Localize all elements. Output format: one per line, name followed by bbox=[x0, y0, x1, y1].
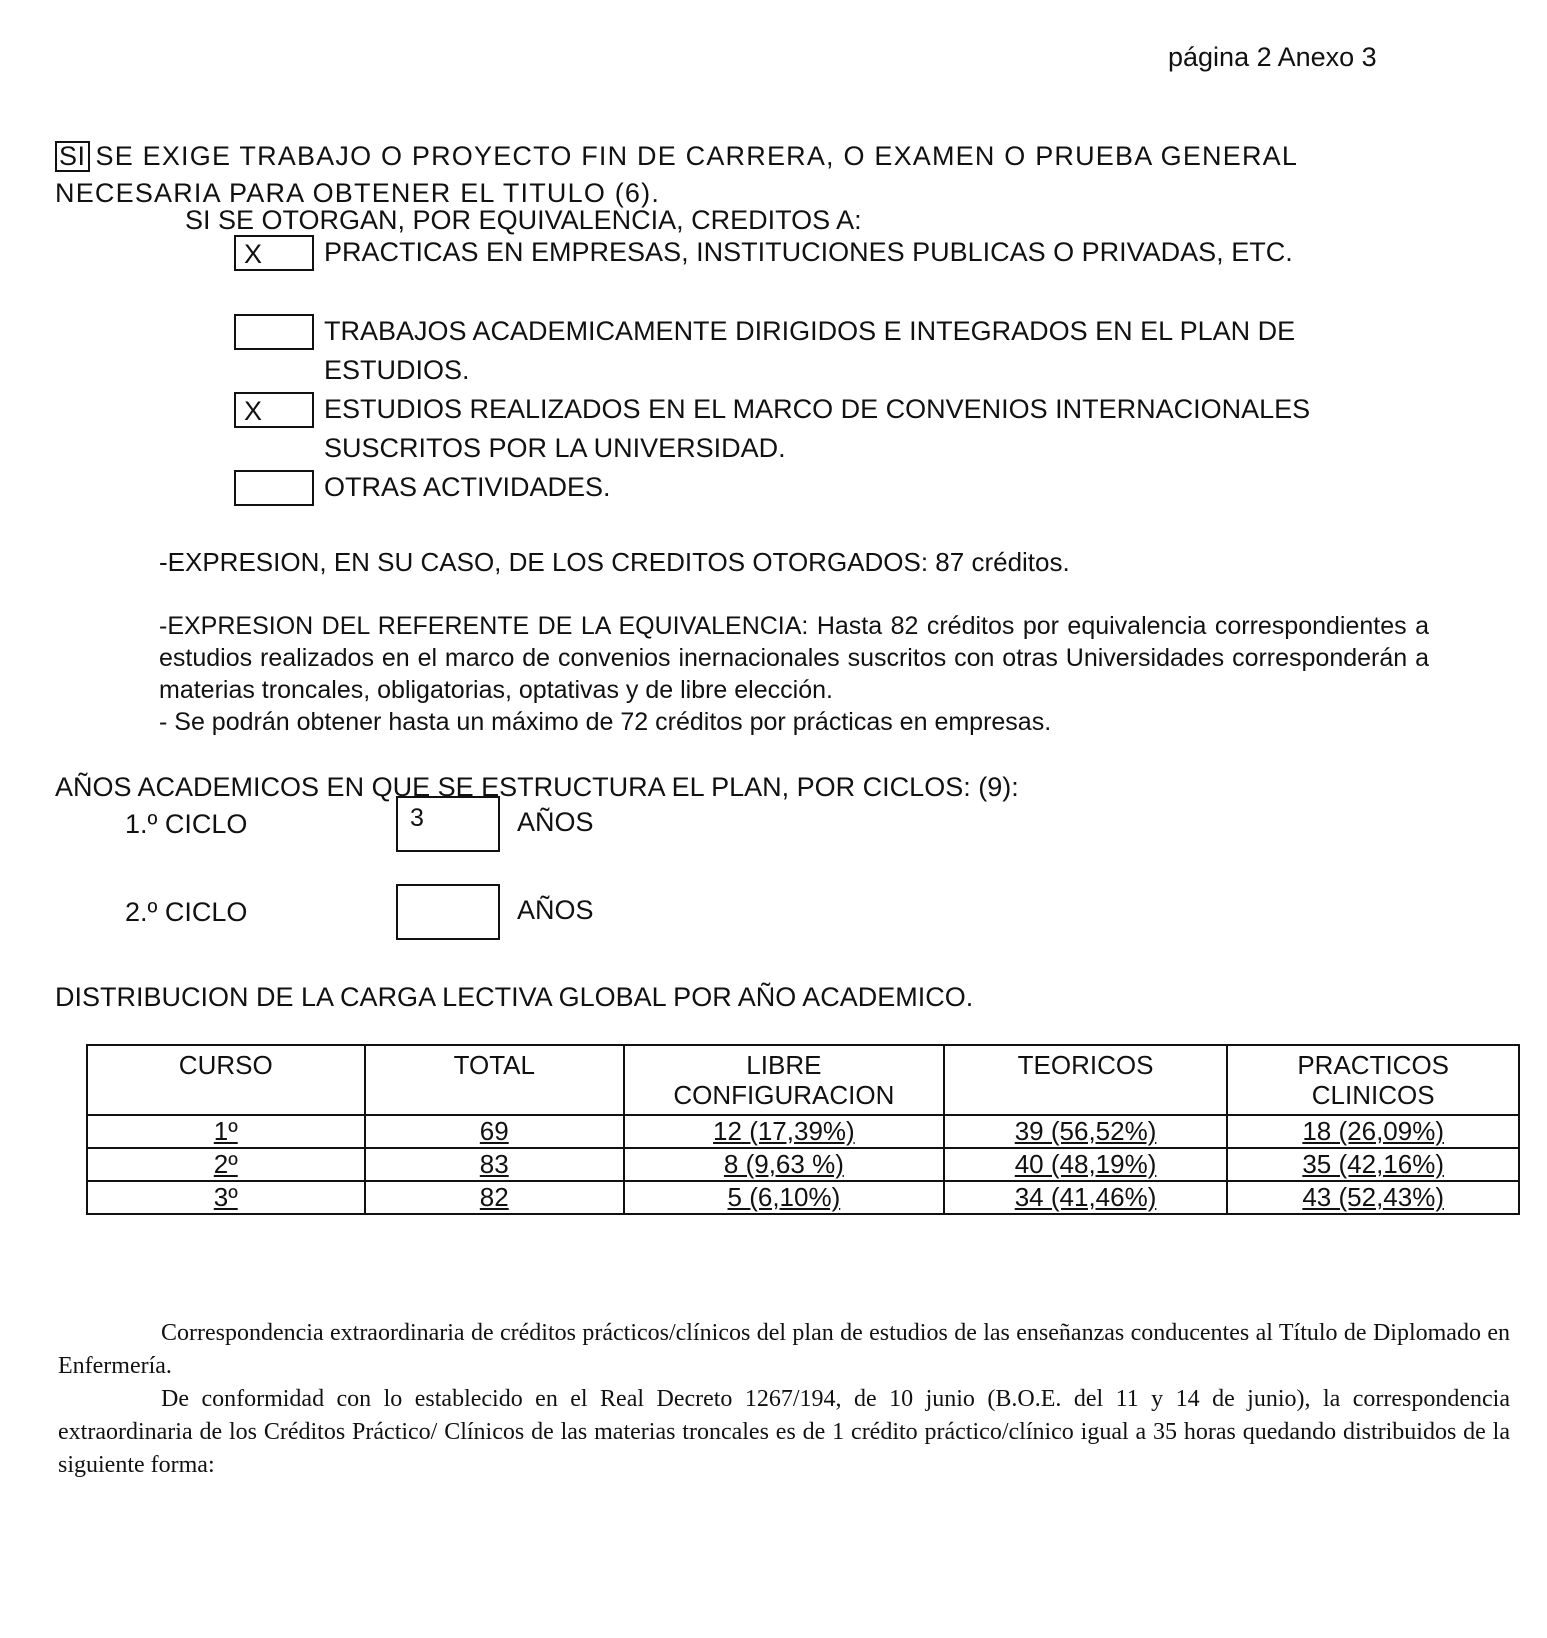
table-cell: 8 (9,63 %) bbox=[624, 1148, 944, 1181]
table-cell: 18 (26,09%) bbox=[1227, 1115, 1519, 1148]
distribution-title: DISTRIBUCION DE LA CARGA LECTIVA GLOBAL POR AÑO ACADEMICO. bbox=[55, 982, 974, 1012]
option-trabajos bbox=[234, 314, 1334, 390]
option-practicas bbox=[234, 235, 1354, 272]
cycle-1-years-field[interactable]: 3 bbox=[396, 796, 500, 852]
table-cell: 43 (52,43%) bbox=[1227, 1181, 1519, 1214]
table-cell: 82 bbox=[365, 1181, 625, 1214]
header-teoricos: TEORICOS bbox=[944, 1045, 1228, 1115]
option-label: ESTUDIOS REALIZADOS EN EL MARCO DE CONVENIOS INTERNACIONALES SUSCRITOS POR LA UNIVERSIDAD. bbox=[324, 394, 1311, 463]
table-row bbox=[87, 1181, 1519, 1214]
cycle-2-unit: AÑOS bbox=[517, 895, 594, 925]
requirement-text-line2: NECESARIA PARA OBTENER EL TITULO (6). bbox=[55, 178, 661, 208]
header-total: TOTAL bbox=[365, 1045, 625, 1115]
option-checkbox[interactable] bbox=[234, 470, 314, 506]
table-cell: 83 bbox=[365, 1148, 625, 1181]
option-label: PRACTICAS EN EMPRESAS, INSTITUCIONES PUBLICAS O PRIVADAS, ETC. bbox=[324, 237, 1293, 267]
option-label: OTRAS ACTIVIDADES. bbox=[324, 472, 611, 502]
option-checkbox[interactable]: X bbox=[234, 392, 314, 428]
requirement-text-line1: SE EXIGE TRABAJO O PROYECTO FIN DE CARRERA, O EXAMEN O PRUEBA GENERAL bbox=[95, 141, 1299, 171]
cycle-1-unit: AÑOS bbox=[517, 807, 594, 837]
option-label: TRABAJOS ACADEMICAMENTE DIRIGIDOS E INTEGRADOS EN EL PLAN DE ESTUDIOS. bbox=[324, 316, 1296, 385]
header-libre: LIBRE CONFIGURACION bbox=[624, 1045, 944, 1115]
option-otras bbox=[234, 470, 1354, 507]
referent-expression: -EXPRESION DEL REFERENTE DE LA EQUIVALENCIA: Hasta 82 créditos por equivalencia correspondientes a estudios realizados en el marco de convenios inernacionales suscritos con otras Universidades corresponderán a materias troncales, obligatorias, optativas y de libre elección. bbox=[159, 612, 1429, 704]
academic-years-title: AÑOS ACADEMICOS EN QUE SE ESTRUCTURA EL PLAN, POR CICLOS: (9): bbox=[55, 772, 1019, 802]
table-cell: 12 (17,39%) bbox=[624, 1115, 944, 1148]
table-cell: 5 (6,10%) bbox=[624, 1181, 944, 1214]
correspondence-paragraph-2: De conformidad con lo establecido en el Real Decreto 1267/194, de 10 junio (B.O.E. del 11 y 14 de junio), la correspondencia extraordinaria de los Créditos Práctico/ Clínicos de las materias troncales es de 1 crédito práctico/clínico igual a 35 horas quedando distribuidos de la siguiente forma: bbox=[58, 1386, 1510, 1478]
si-checkbox[interactable]: SI bbox=[55, 141, 90, 172]
table-cell: 1º bbox=[87, 1115, 365, 1148]
option-convenios bbox=[234, 392, 1354, 468]
option-checkbox[interactable] bbox=[234, 314, 314, 350]
equivalence-heading: SI SE OTORGAN, POR EQUIVALENCIA, CREDITOS A: bbox=[185, 205, 862, 235]
requirement-statement bbox=[55, 138, 1395, 212]
table-cell: 40 (48,19%) bbox=[944, 1148, 1228, 1181]
page-label: página 2 Anexo 3 bbox=[1168, 42, 1377, 72]
table-cell: 69 bbox=[365, 1115, 625, 1148]
practices-note: - Se podrán obtener hasta un máximo de 72 créditos por prácticas en empresas. bbox=[159, 708, 1052, 736]
option-checkbox[interactable]: X bbox=[234, 235, 314, 271]
header-practicos: PRACTICOS CLINICOS bbox=[1227, 1045, 1519, 1115]
header-curso: CURSO bbox=[87, 1045, 365, 1115]
cycle-1-label: 1.º CICLO bbox=[125, 809, 248, 839]
distribution-table bbox=[86, 1044, 1520, 1215]
table-cell: 39 (56,52%) bbox=[944, 1115, 1228, 1148]
cycle-2-years-field[interactable] bbox=[396, 884, 500, 940]
correspondence-paragraph-1: Correspondencia extraordinaria de créditos prácticos/clínicos del plan de estudios de las enseñanzas conducentes al Título de Diplomado en Enfermería. bbox=[58, 1320, 1510, 1379]
table-row bbox=[87, 1148, 1519, 1181]
credits-expression: -EXPRESION, EN SU CASO, DE LOS CREDITOS OTORGADOS: 87 créditos. bbox=[159, 547, 1070, 577]
cycle-2-label: 2.º CICLO bbox=[125, 897, 248, 927]
table-row bbox=[87, 1115, 1519, 1148]
table-cell: 35 (42,16%) bbox=[1227, 1148, 1519, 1181]
table-cell: 34 (41,46%) bbox=[944, 1181, 1228, 1214]
table-cell: 3º bbox=[87, 1181, 365, 1214]
table-header-row bbox=[87, 1045, 1519, 1115]
table-cell: 2º bbox=[87, 1148, 365, 1181]
